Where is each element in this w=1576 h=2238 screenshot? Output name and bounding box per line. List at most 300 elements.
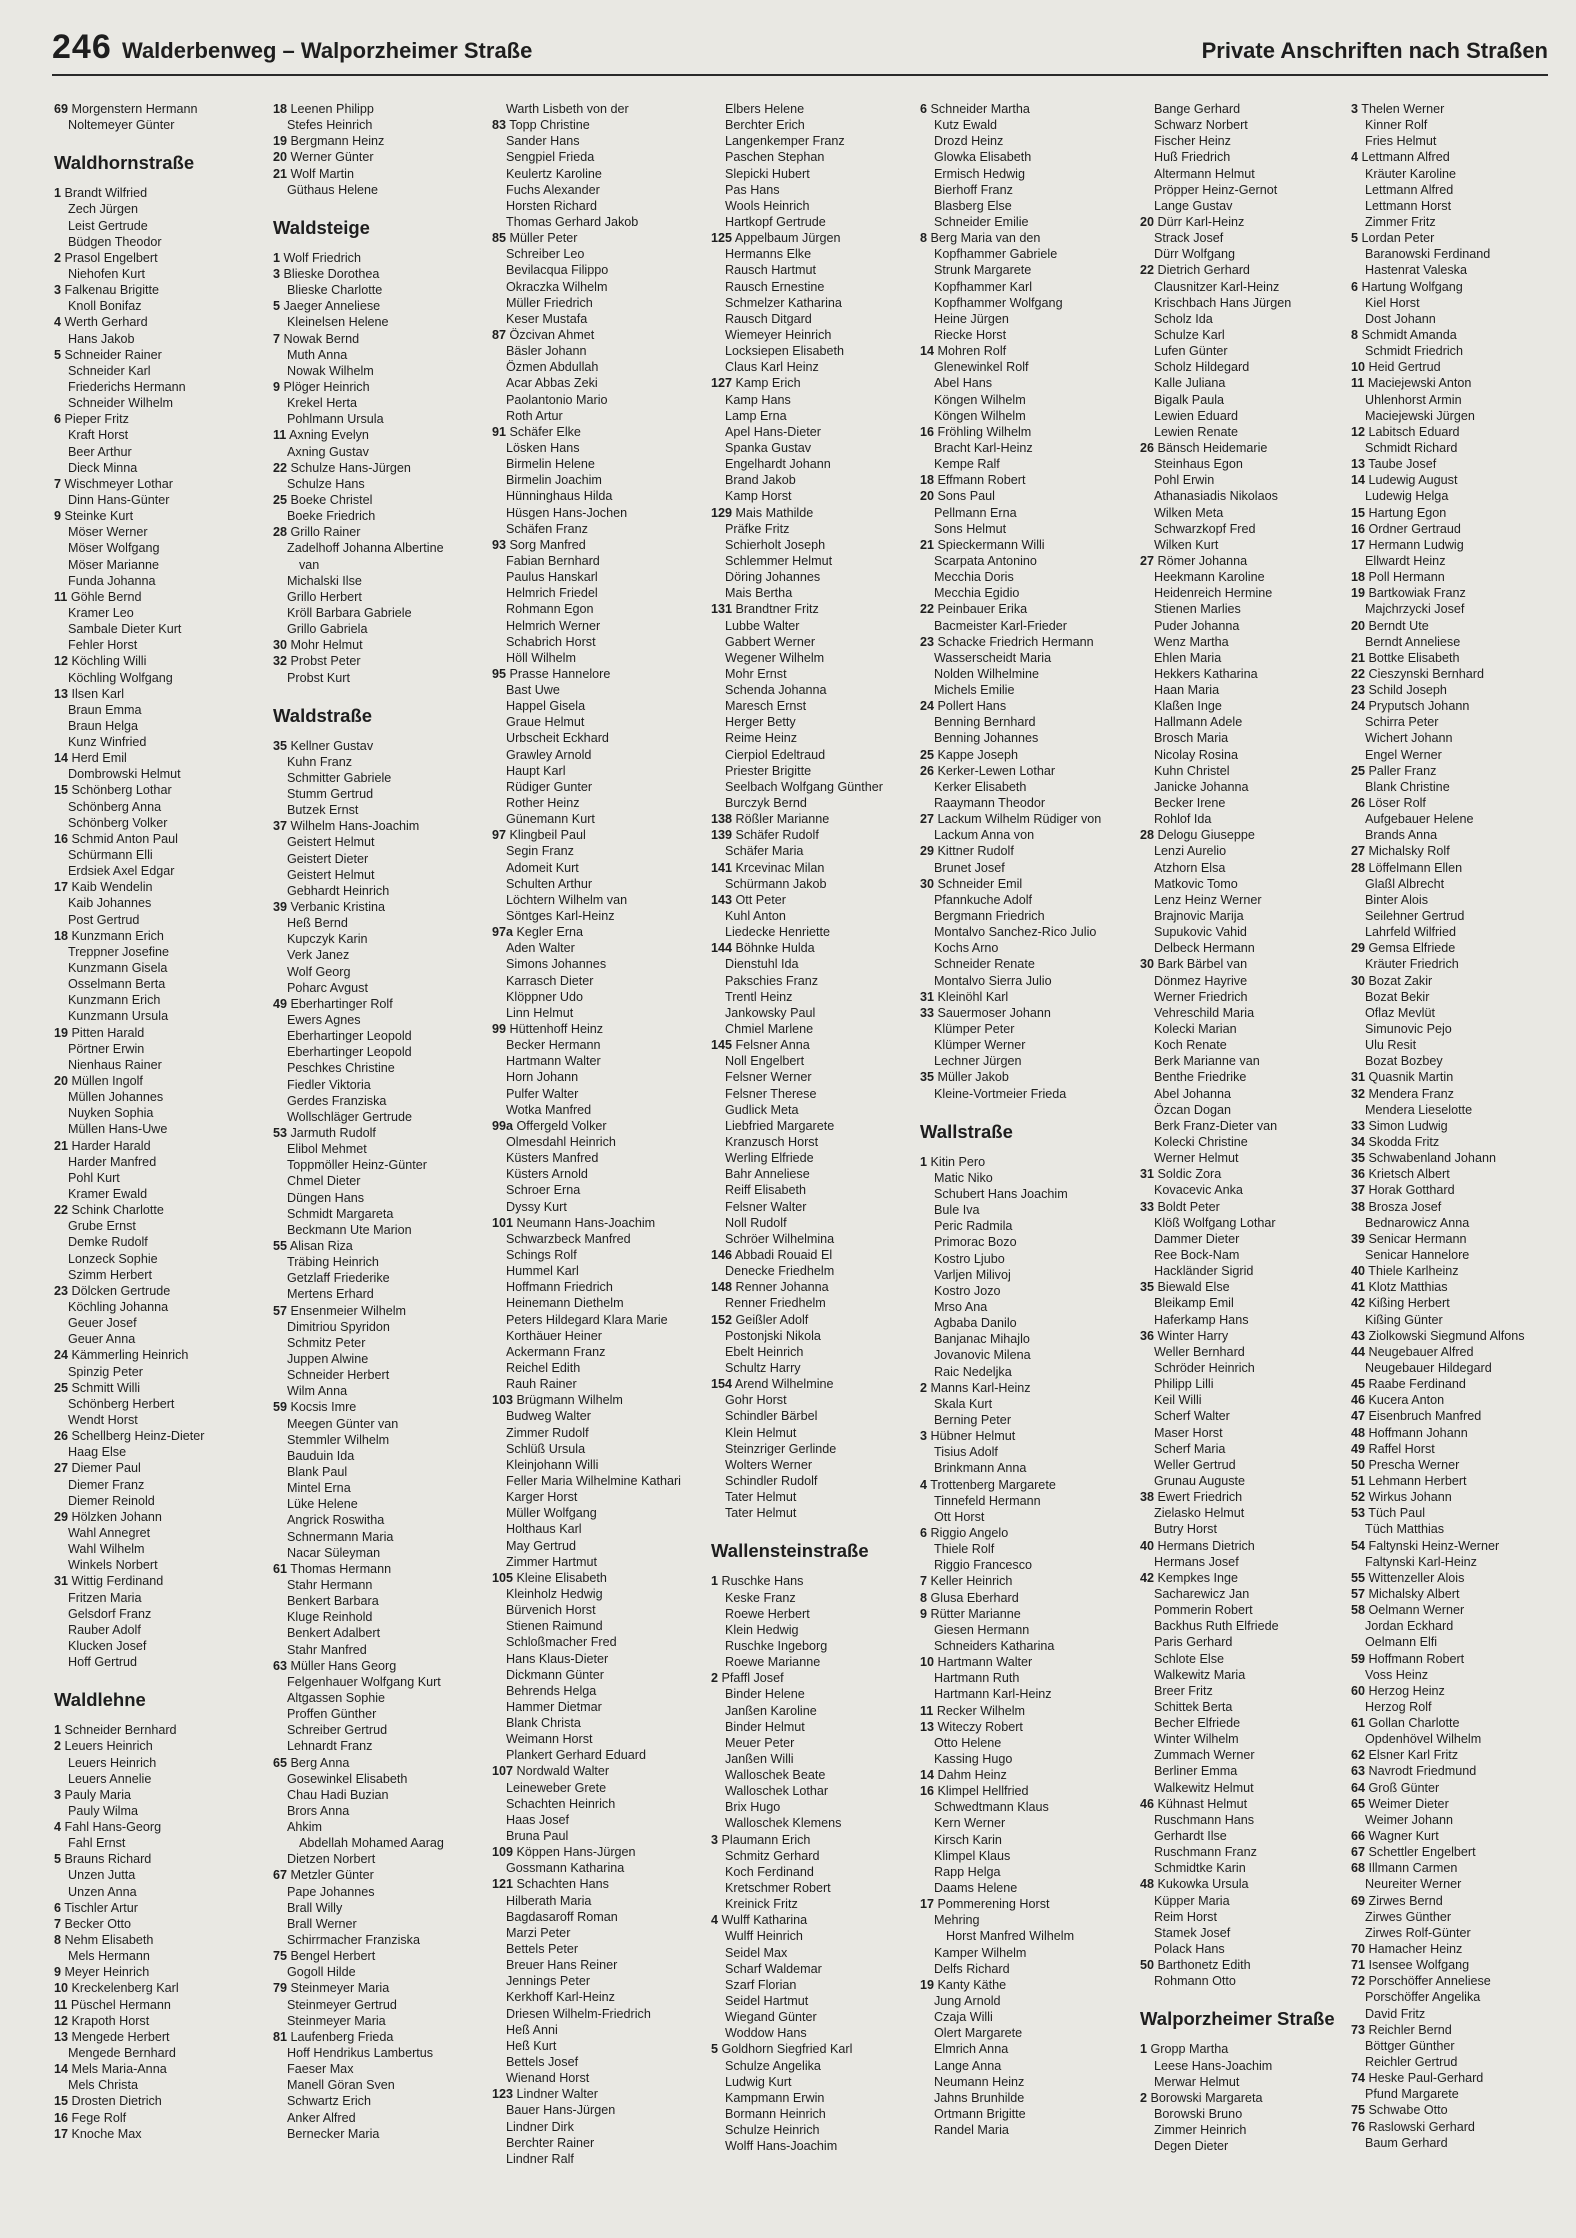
resident-entry: Haas Josef: [506, 1812, 569, 1827]
house-number: 48: [1351, 1425, 1366, 1440]
house-number: 148: [711, 1280, 733, 1295]
house-number: 138: [711, 812, 733, 827]
resident-entry: Lufen Günter: [1154, 344, 1228, 359]
resident-entry: Grunau Auguste: [1154, 1473, 1246, 1488]
resident-entry: Behrends Helga: [506, 1683, 597, 1698]
resident-entry: Pohl Erwin: [1154, 473, 1215, 488]
house-number: 9: [54, 509, 62, 524]
resident-entry: Küsters Arnold: [506, 1167, 588, 1182]
resident-entry: Dieck Minna: [68, 460, 138, 475]
house-number: 143: [711, 892, 733, 907]
house-number: 70: [1351, 1942, 1366, 1957]
resident-entry: Kopfhammer Gabriele: [934, 247, 1058, 262]
house-number: 27: [1351, 844, 1366, 859]
resident-entry: Schwarz Norbert: [1154, 118, 1248, 133]
resident-entry: Meegen Günter van: [287, 1416, 399, 1431]
house-number: 17: [54, 2126, 69, 2141]
resident-entry: Kreinick Fritz: [725, 1897, 798, 1912]
resident-entry: Hermans Josef: [1154, 1554, 1239, 1569]
house-number: 10: [54, 1981, 69, 1996]
house-number: 81: [273, 2029, 288, 2044]
resident-entry: Faltynski Karl-Heinz: [1365, 1554, 1477, 1569]
house-number: 8: [920, 231, 928, 246]
resident-entry: 33 Sauermoser Johann: [920, 1005, 1051, 1020]
house-number: 16: [920, 424, 935, 439]
resident-entry: Pommerin Robert: [1154, 1603, 1253, 1618]
resident-entry: Ehlen Maria: [1154, 650, 1222, 665]
resident-entry: Stahr Manfred: [287, 1642, 367, 1657]
resident-entry: 25 Boeke Christel: [273, 492, 373, 507]
resident-entry: Schmelzer Katharina: [725, 295, 842, 310]
resident-entry: Klucken Josef: [68, 1638, 147, 1653]
house-number: 154: [711, 1377, 733, 1392]
house-number: 1: [1140, 2042, 1148, 2057]
resident-entry: Ewers Agnes: [287, 1013, 361, 1028]
house-number: 47: [1351, 1409, 1366, 1424]
resident-entry: Helmrich Werner: [506, 618, 601, 633]
resident-entry: Stienen Marlies: [1154, 602, 1241, 617]
house-number: 23: [1351, 683, 1366, 698]
resident-entry: 50 Barthonetz Edith: [1140, 1958, 1251, 1973]
resident-entry: 21 Bottke Elisabeth: [1351, 650, 1460, 665]
resident-entry: 55 Alisan Riza: [273, 1239, 353, 1253]
resident-entry: Butry Horst: [1154, 1522, 1217, 1537]
resident-entry: 53 Jarmuth Rudolf: [273, 1126, 376, 1141]
house-number: 52: [1351, 1490, 1366, 1505]
resident-entry: Kinner Rolf: [1365, 118, 1428, 133]
resident-entry: Engelhardt Johann: [725, 457, 831, 472]
resident-entry: Ludwig Kurt: [725, 2074, 792, 2089]
resident-entry: Voss Heinz: [1365, 1667, 1428, 1682]
house-number: 63: [1351, 1764, 1366, 1779]
house-number: 11: [273, 428, 287, 443]
resident-entry: 20 Müllen Ingolf: [54, 1074, 143, 1089]
resident-entry: Schierholt Joseph: [725, 537, 826, 552]
resident-entry: Birmelin Joachim: [506, 473, 602, 488]
resident-entry: Schirrmacher Franziska: [287, 1933, 420, 1948]
resident-entry: 29 Hölzken Johann: [54, 1509, 162, 1524]
resident-entry: Janßen Karoline: [725, 1703, 817, 1718]
resident-entry: 1 Brandt Wilfried: [54, 186, 148, 201]
house-number: 22: [1351, 666, 1366, 681]
resident-entry: 51 Lehmann Herbert: [1351, 1473, 1467, 1488]
house-number: 26: [54, 1429, 69, 1444]
resident-entry: Huß Friedrich: [1154, 150, 1231, 165]
house-number: 40: [1351, 1264, 1366, 1279]
house-number: 139: [711, 828, 733, 843]
house-number: 27: [920, 812, 935, 827]
resident-entry: 3 Pauly Maria: [54, 1787, 132, 1802]
directory-column-3: [492, 101, 702, 2167]
resident-entry: Walloschek Klemens: [725, 1816, 842, 1831]
resident-entry: Präfke Fritz: [725, 521, 790, 536]
resident-entry: Probst Kurt: [287, 670, 350, 685]
house-number: 31: [1140, 1167, 1155, 1182]
resident-entry: 18 Effmann Robert: [920, 473, 1026, 488]
resident-entry: Kißing Günter: [1365, 1312, 1443, 1327]
resident-entry: Okraczka Wilhelm: [506, 279, 608, 294]
resident-entry: Lackum Anna von: [934, 828, 1035, 843]
resident-entry: Nolden Wilhelmine: [934, 666, 1039, 681]
house-number: 32: [1351, 1086, 1366, 1101]
resident-entry: Rausch Ditgard: [725, 311, 812, 326]
resident-entry: Montalvo Sanchez-Rico Julio: [934, 925, 1097, 940]
resident-entry: 2 Pfaffl Josef: [711, 1671, 784, 1686]
resident-entry: Clausnitzer Karl-Heinz: [1154, 279, 1280, 294]
resident-entry: Dinn Hans-Günter: [68, 492, 170, 507]
house-number: 19: [920, 1977, 935, 1992]
house-number: 29: [1351, 941, 1366, 956]
resident-entry: Leineweber Grete: [506, 1780, 607, 1795]
house-number: 33: [1351, 1118, 1366, 1133]
resident-entry: Eberhartinger Leopold: [287, 1045, 412, 1060]
resident-entry: Reichel Edith: [506, 1360, 581, 1375]
resident-entry: Haag Else: [68, 1445, 127, 1460]
resident-entry: Köchling Wolfgang: [68, 670, 173, 685]
resident-entry: 16 Fege Rolf: [54, 2110, 127, 2125]
resident-entry: Berning Peter: [934, 1412, 1012, 1427]
resident-entry: Gosewinkel Elisabeth: [287, 1771, 408, 1786]
resident-entry: 95 Prasse Hannelore: [492, 666, 611, 681]
resident-entry: Knoll Bonifaz: [68, 299, 142, 314]
resident-entry: Mertens Erhard: [287, 1287, 374, 1302]
resident-entry: 21 Harder Harald: [54, 1138, 151, 1153]
resident-entry: Braun Emma: [68, 702, 142, 717]
resident-entry: Atzhorn Elsa: [1154, 860, 1226, 875]
resident-entry: Tisius Adolf: [934, 1445, 998, 1460]
resident-entry: Günemann Kurt: [506, 812, 595, 827]
resident-entry: Kamper Wilhelm: [934, 1945, 1027, 1960]
house-number: 14: [54, 2062, 69, 2077]
resident-entry: Kunzmann Ursula: [68, 1009, 169, 1024]
resident-entry: Kunz Winfried: [68, 735, 147, 750]
resident-entry: Aden Walter: [506, 941, 575, 956]
resident-entry: 2 Leuers Heinrich: [54, 1739, 153, 1754]
resident-entry: Klaßen Inge: [1154, 699, 1222, 714]
resident-entry: 87 Özcivan Ahmet: [492, 327, 595, 342]
resident-entry: Elibol Mehmet: [287, 1142, 367, 1157]
resident-entry: Hermanns Elke: [725, 247, 812, 262]
house-number: 29: [54, 1509, 69, 1524]
house-number: 18: [1351, 570, 1366, 585]
resident-entry: Özmen Abdullah: [506, 360, 599, 375]
resident-entry: 14 Dahm Heinz: [920, 1768, 1007, 1783]
resident-entry: Kiel Horst: [1365, 295, 1420, 310]
resident-entry: 22 Dietrich Gerhard: [1140, 263, 1250, 278]
resident-entry: Sons Helmut: [934, 521, 1007, 536]
resident-entry: Thiele Rolf: [934, 1542, 995, 1557]
resident-entry: 11 Recker Wilhelm: [920, 1703, 1025, 1718]
resident-entry: 12 Labitsch Eduard: [1351, 424, 1460, 439]
resident-entry: 40 Thiele Karlheinz: [1351, 1264, 1459, 1279]
resident-entry: Kraft Horst: [68, 428, 129, 443]
resident-entry: Zech Jürgen: [68, 202, 139, 217]
resident-entry: Riecke Horst: [934, 327, 1007, 342]
resident-entry: Bigalk Paula: [1154, 392, 1225, 407]
resident-entry: Hünninghaus Hilda: [506, 489, 613, 504]
resident-entry: 6 Schneider Martha: [920, 102, 1030, 116]
resident-entry: Heine Jürgen: [934, 311, 1009, 326]
resident-entry: 7 Nowak Bernd: [273, 331, 360, 346]
resident-entry: Felsner Therese: [725, 1086, 817, 1101]
resident-entry: Dammer Dieter: [1154, 1231, 1240, 1246]
resident-entry: Özcan Dogan: [1154, 1102, 1232, 1117]
house-number: 62: [1351, 1748, 1366, 1763]
resident-entry: Mels Hermann: [68, 1949, 150, 1964]
resident-entry: 42 Kempkes Inge: [1140, 1570, 1239, 1585]
resident-entry: Haan Maria: [1154, 683, 1220, 698]
resident-entry: Walkewitz Maria: [1154, 1667, 1246, 1682]
resident-entry: Ruschmann Franz: [1154, 1845, 1257, 1860]
resident-entry: 9 Plöger Heinrich: [273, 379, 370, 394]
house-number: 8: [920, 1590, 928, 1605]
resident-entry: Büdgen Theodor: [68, 234, 162, 249]
resident-entry: Acar Abbas Zeki: [506, 376, 598, 391]
resident-entry: Pfannkuche Adolf: [934, 892, 1033, 907]
resident-entry: Zimmer Fritz: [1365, 214, 1436, 229]
resident-entry: 50 Prescha Werner: [1351, 1457, 1460, 1472]
resident-entry: Schneider Karl: [68, 363, 151, 378]
resident-entry: 65 Berg Anna: [273, 1755, 350, 1770]
resident-entry: Bacmeister Karl-Frieder: [934, 618, 1067, 633]
house-number: 1: [54, 186, 62, 201]
resident-entry: Noll Rudolf: [725, 1215, 787, 1230]
resident-entry: Majchrzycki Josef: [1365, 602, 1465, 617]
resident-entry: Hans Klaus-Dieter: [506, 1651, 609, 1666]
house-number: 144: [711, 941, 733, 956]
resident-entry: Hilberath Maria: [506, 1893, 592, 1908]
resident-entry: 44 Neugebauer Alfred: [1351, 1344, 1474, 1359]
resident-entry: Kostro Jozo: [934, 1283, 1001, 1298]
resident-entry: Berchter Rainer: [506, 2135, 595, 2150]
resident-entry: Leuers Heinrich: [68, 1755, 157, 1770]
resident-entry: Montalvo Sierra Julio: [934, 973, 1052, 988]
resident-entry: Pas Hans: [725, 182, 780, 197]
resident-entry: Rausch Hartmut: [725, 263, 816, 278]
resident-entry: Muth Anna: [287, 347, 348, 362]
resident-entry: 103 Brügmann Wilhelm: [492, 1393, 623, 1408]
directory-column-2: [273, 101, 483, 2142]
resident-entry: Hartmann Ruth: [934, 1671, 1020, 1686]
resident-entry: Wools Heinrich: [725, 198, 810, 213]
house-number: 55: [1351, 1570, 1366, 1585]
house-number: 7: [54, 1916, 62, 1931]
resident-entry: Güthaus Helene: [287, 182, 379, 197]
resident-entry: Puder Johanna: [1154, 618, 1240, 633]
resident-entry: 59 Hoffmann Robert: [1351, 1651, 1465, 1666]
resident-entry: 22 Schink Charlotte: [54, 1203, 164, 1218]
house-number: 125: [711, 231, 733, 246]
resident-entry: Merwar Helmut: [1154, 2074, 1240, 2089]
house-number: 14: [54, 751, 69, 766]
resident-entry: 43 Ziolkowski Siegmund Alfons: [1351, 1328, 1525, 1343]
resident-entry: 24 Pollert Hans: [920, 699, 1007, 714]
house-number: 30: [1140, 957, 1155, 972]
resident-entry: Lamp Erna: [725, 408, 787, 423]
resident-entry: Fiedler Viktoria: [287, 1077, 371, 1092]
house-number: 31: [54, 1574, 69, 1589]
resident-entry: Kostro Ljubo: [934, 1251, 1005, 1266]
resident-entry: Diemer Franz: [68, 1477, 145, 1492]
house-number: 127: [711, 376, 733, 391]
resident-entry: 1 Kitin Pero: [920, 1154, 986, 1169]
resident-entry: Lonzeck Sophie: [68, 1251, 158, 1266]
house-number: 23: [54, 1283, 69, 1298]
house-number: 38: [1351, 1199, 1366, 1214]
house-number: 35: [1140, 1280, 1155, 1295]
resident-entry: Braun Helga: [68, 718, 139, 733]
resident-entry: Ludewig Helga: [1365, 489, 1449, 504]
house-number: 24: [1351, 699, 1366, 714]
resident-entry: Bevilacqua Filippo: [506, 263, 609, 278]
resident-entry: Aufgebauer Helene: [1365, 812, 1474, 827]
resident-entry: Scarpata Antonino: [934, 553, 1037, 568]
house-number: 72: [1351, 1974, 1366, 1989]
resident-entry: Warth Lisbeth von der: [506, 102, 629, 116]
house-number: 49: [273, 996, 288, 1011]
house-number: 5: [1351, 231, 1359, 246]
house-number: 66: [1351, 1829, 1366, 1844]
house-number: 93: [492, 537, 507, 552]
resident-entry: Faeser Max: [287, 2062, 354, 2077]
house-number: 3: [920, 1429, 928, 1444]
resident-entry: Küpper Maria: [1154, 1893, 1230, 1908]
house-number: 1: [273, 250, 281, 265]
resident-entry: Kröll Barbara Gabriele: [287, 605, 412, 620]
resident-entry: 32 Mendera Franz: [1351, 1086, 1454, 1101]
resident-entry: Proffen Günther: [287, 1707, 377, 1722]
house-number: 64: [1351, 1780, 1366, 1795]
resident-entry: Altermann Helmut: [1154, 166, 1255, 181]
resident-entry: Friederichs Hermann: [68, 379, 186, 394]
resident-entry: Jordan Eckhard: [1365, 1619, 1454, 1634]
house-number: 14: [1351, 473, 1366, 488]
resident-entry: Schäfer Maria: [725, 844, 804, 859]
resident-entry: Düngen Hans: [287, 1190, 365, 1205]
house-number: 3: [273, 266, 281, 281]
resident-entry: Lange Anna: [934, 2058, 1002, 2073]
house-number: 41: [1351, 1280, 1366, 1295]
resident-entry: Slepicki Hubert: [725, 166, 810, 181]
resident-entry: 143 Ott Peter: [711, 892, 786, 907]
resident-entry: Chmel Dieter: [287, 1174, 361, 1189]
resident-entry: 15 Drosten Dietrich: [54, 2094, 162, 2109]
resident-entry: 13 Ilsen Karl: [54, 686, 125, 701]
resident-entry: Stamek Josef: [1154, 1925, 1231, 1940]
house-number: 3: [1351, 102, 1359, 116]
resident-entry: Kranzusch Horst: [725, 1135, 819, 1149]
resident-entry: Gebhardt Heinrich: [287, 883, 390, 898]
resident-entry: Nacar Süleyman: [287, 1545, 381, 1560]
resident-entry: Schulze Heinrich: [725, 2123, 820, 2138]
house-number: 6: [920, 102, 928, 116]
resident-entry: 6 Pieper Fritz: [54, 412, 129, 427]
house-number: 17: [920, 1897, 935, 1912]
resident-entry: 28 Grillo Rainer: [273, 525, 361, 540]
resident-entry: Adomeit Kurt: [506, 860, 579, 875]
house-number: 11: [54, 589, 68, 604]
house-number: 12: [54, 2013, 69, 2028]
resident-entry: Apel Hans-Dieter: [725, 424, 821, 439]
resident-entry: 58 Oelmann Werner: [1351, 1603, 1465, 1618]
resident-entry: Seilehner Gertrud: [1365, 909, 1465, 924]
resident-entry: Roewe Marianne: [725, 1655, 821, 1670]
resident-entry: Köngen Wilhelm: [934, 408, 1026, 423]
resident-entry: Hüsgen Hans-Jochen: [506, 505, 628, 520]
house-number: 73: [1351, 2022, 1366, 2037]
resident-entry: 97 Klingbeil Paul: [492, 828, 586, 843]
resident-entry: Dyssy Kurt: [506, 1199, 567, 1214]
resident-entry: Schroer Erna: [506, 1183, 581, 1198]
resident-entry: 4 Trottenberg Margarete: [920, 1477, 1056, 1492]
resident-entry: Dickmann Günter: [506, 1667, 604, 1682]
resident-entry: 125 Appelbaum Jürgen: [711, 231, 841, 246]
resident-entry: Kerkhoff Karl-Heinz: [506, 1990, 615, 2005]
resident-entry: Delbeck Hermann: [1154, 941, 1255, 956]
resident-entry: Lüke Helene: [287, 1497, 358, 1512]
resident-entry: Wilm Anna: [287, 1384, 348, 1399]
street-heading: Walporzheimer Straße: [1140, 2008, 1335, 2030]
house-number: 12: [1351, 424, 1366, 439]
directory-column-1: [54, 101, 264, 2142]
resident-entry: Wollschläger Gertrude: [287, 1109, 413, 1124]
resident-entry: 13 Witeczy Robert: [920, 1719, 1023, 1734]
resident-entry: 34 Skodda Fritz: [1351, 1135, 1440, 1149]
house-number: 53: [1351, 1506, 1366, 1521]
house-number: 65: [273, 1755, 288, 1770]
resident-entry: 123 Lindner Walter: [492, 2087, 598, 2102]
resident-entry: 27 Diemer Paul: [54, 1461, 141, 1476]
resident-entry: 99a Offergeld Volker: [492, 1118, 607, 1133]
resident-entry: Wotka Manfred: [506, 1102, 592, 1117]
house-number: 45: [1351, 1377, 1366, 1392]
resident-entry: 85 Müller Peter: [492, 231, 578, 246]
resident-entry: 75 Schwabe Otto: [1351, 2103, 1448, 2118]
resident-entry: Strack Josef: [1154, 231, 1224, 246]
resident-entry: Seelbach Wolfgang Günther: [725, 779, 883, 794]
resident-entry: Kräuter Friedrich: [1365, 957, 1459, 972]
resident-entry: Nienhaus Rainer: [68, 1057, 162, 1072]
resident-entry: 67 Metzler Günter: [273, 1868, 374, 1883]
resident-entry: Claus Karl Heinz: [725, 360, 819, 375]
house-number: 71: [1351, 1958, 1366, 1973]
house-number: 18: [54, 928, 69, 943]
resident-entry: Winter Wilhelm: [1154, 1732, 1239, 1747]
resident-entry: 26 Bänsch Heidemarie: [1140, 440, 1268, 455]
resident-entry: 26 Kerker-Lewen Lothar: [920, 763, 1056, 778]
resident-entry: Berk Franz-Dieter van: [1154, 1118, 1278, 1133]
resident-entry: 63 Müller Hans Georg: [273, 1658, 397, 1673]
resident-entry: Peric Radmila: [934, 1219, 1013, 1234]
directory-column-4: [711, 101, 921, 2154]
resident-entry: Söntges Karl-Heinz: [506, 909, 615, 924]
resident-entry: Steinhaus Egon: [1154, 457, 1243, 472]
resident-entry: Keil Willi: [1154, 1393, 1202, 1408]
resident-entry: 3 Plaumann Erich: [711, 1832, 811, 1847]
resident-entry: 71 Isensee Wolfgang: [1351, 1958, 1470, 1973]
resident-entry: Gohr Horst: [725, 1393, 787, 1408]
resident-entry: Blieske Charlotte: [287, 283, 383, 298]
resident-entry: Abel Hans: [934, 376, 993, 391]
resident-entry: Fries Helmut: [1365, 134, 1437, 149]
house-number: 67: [1351, 1845, 1366, 1860]
directory-column-5: [920, 101, 1130, 2138]
resident-entry: 4 Fahl Hans-Georg: [54, 1820, 162, 1835]
resident-entry: Kuhn Franz: [287, 754, 353, 769]
house-number: 53: [273, 1126, 288, 1141]
resident-entry: Becker Hermann: [506, 1038, 601, 1053]
resident-entry: 4 Lettmann Alfred: [1351, 150, 1450, 165]
